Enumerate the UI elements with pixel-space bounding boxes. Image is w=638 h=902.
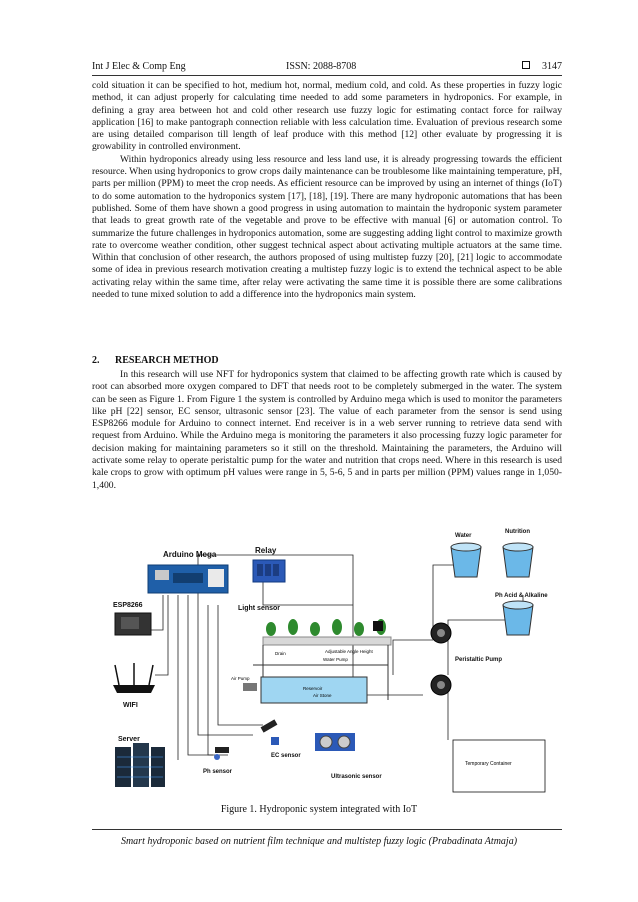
running-header bbox=[92, 60, 562, 76]
esp8266-module bbox=[113, 602, 151, 635]
temporary-container bbox=[453, 740, 545, 792]
ph-bucket bbox=[495, 593, 548, 635]
water-label: Water bbox=[455, 533, 472, 539]
section-title: RESEARCH METHOD bbox=[115, 355, 219, 366]
ph-sensor-label: Ph sensor bbox=[203, 769, 233, 775]
relay-label: Relay bbox=[255, 546, 277, 555]
system-diagram bbox=[103, 525, 553, 800]
relay-module bbox=[253, 546, 285, 582]
paragraph: In this research will use NFT for hydroponics system that claimed to be affecting growth rate which is caused by root can absorbed more oxygen compared to DFT that needs root to be completely submerged in the water. The system can be seen as Figure 1. From Figure 1 the system is controlled by Arduino mega which is used to monitor the parameters like pH [22] sensor, EC sensor, ultrasonic sensor [23]. The value of each parameter from the sensor is send using ESP8266 module for Arduino to connect internet. End receiver is in a web server running to retrieve data send with request from Arduino. While the Arduino mega is monitoring the parameters it also processing fuzzy logic parameter for decision making for maintaining parameters so it still on the threshold. Maintaining the parameters, the Arduino will activate some relay to operate peristaltic pump for the water and nutrition that crops need. Where in this research is used kale crops to grow with optimum pH values were range in 5, 5-6, 5 and in parts per million (PPM) values range in 1,050-1,400. bbox=[92, 369, 562, 491]
paragraph: cold situation it can be specified to hot, medium hot, normal, medium cold, and cold. As these properties in fuzzy logic method, it can adjust properly for calculating time needed to add some parameters in hydroponics. For example, in defining a gray area between hot and cold other research use fuzzy logic for estimating contact force for railway application [16] to make pantograph connection reliable with less calculation time. Evaluation of previous research some are using detailed comparison till length of leaf produce with this method [12] other evaluate by progressing it is growability in controlled environment. bbox=[92, 80, 562, 153]
arduino-mega bbox=[148, 550, 228, 593]
figure-caption: Figure 1. Hydroponic system integrated with IoT bbox=[220, 804, 418, 815]
peristaltic-label: Peristaltic Pump bbox=[455, 657, 503, 663]
wifi-router bbox=[113, 663, 155, 709]
footer-rule bbox=[92, 829, 562, 830]
page-number-group bbox=[522, 60, 562, 74]
nutrition-label: Nutrition bbox=[505, 529, 530, 535]
journal-name: Int J Elec & Comp Eng bbox=[92, 61, 186, 72]
plants bbox=[266, 619, 386, 636]
header-rule bbox=[92, 75, 562, 76]
temp-label: Temporary Container bbox=[465, 761, 512, 767]
airpump-label: Air Pump bbox=[231, 676, 250, 681]
waterpump-label: Water Pump bbox=[323, 657, 348, 662]
light-sensor bbox=[373, 621, 383, 631]
server-label: Server bbox=[118, 736, 140, 743]
airstone-label: Air Stone bbox=[313, 693, 332, 698]
wifi-label: WIFI bbox=[123, 702, 138, 709]
ec-sensor bbox=[261, 719, 302, 759]
issn: ISSN: 2088-8708 bbox=[286, 61, 357, 72]
drain-label: Drain bbox=[275, 651, 286, 656]
adjust-label: Adjustable Angle Height bbox=[325, 649, 373, 654]
hydroponic-rack bbox=[231, 605, 391, 703]
page-number: 3147 bbox=[542, 61, 562, 72]
server-stack bbox=[115, 736, 165, 787]
ec-sensor-label: EC sensor bbox=[271, 753, 301, 759]
water-bucket bbox=[451, 533, 481, 577]
reservoir-label: Reservoir bbox=[303, 686, 323, 691]
arduino-label: Arduino Mega bbox=[163, 550, 217, 559]
ph-sensor bbox=[203, 747, 233, 775]
running-footer: Smart hydroponic based on nutrient film technique and multistep fuzzy logic (Prabadinata Atmaja) bbox=[120, 836, 518, 847]
intro-text bbox=[92, 80, 562, 301]
section-heading bbox=[92, 355, 219, 366]
light-sensor-label: Light sensor bbox=[238, 605, 281, 612]
air-pump bbox=[243, 683, 257, 691]
paragraph: Within hydroponics already using less resource and less land use, it is already progressing towards the efficient resource. When using hydroponics to grow crops daily maintenance can be troublesome like maintaining temperature, pH, parts per million (PPM) to meet the crop needs. As efficient resource can be improved by using an internet of things (IoT) to do some automation to the hydroponics system [17], [18], [19]. There are many hydroponic automations that has been published. Some of them have shown a good progress in using automation to maintain the hydroponic system parameter that leads to great growth rate of the vegetable and prove to be effective with manual [6] or automation control. To summarize the future challenges in hydroponics automation, some are suggesting adding light control to maximize growth rate to overcome weather condition, other suggest technical aspect about activating multiple actuators at the same time. Within that conclusion of other research, the authors proposed of using multistep fuzzy [20], [21] logic to accommodate some of idea in previous research motivation creating a multistep fuzzy logic is to extend the technical aspect to be able activating relay within the same time, after relay were activating the same time it is possible there are some calibrations needed to tune mixed solution to add a difference into the hydroponics main system. bbox=[92, 153, 562, 301]
nutrition-bucket bbox=[503, 529, 533, 577]
section-text bbox=[92, 369, 562, 492]
peristaltic-pumps bbox=[431, 623, 502, 695]
ultrasonic-label: Ultrasonic sensor bbox=[331, 774, 382, 780]
esp-label: ESP8266 bbox=[113, 602, 143, 609]
section-number: 2. bbox=[92, 355, 100, 366]
ultrasonic-sensor bbox=[315, 733, 382, 780]
phacid-label: Ph Acid & Alkaline bbox=[495, 593, 548, 599]
checkbox-icon bbox=[522, 61, 530, 69]
